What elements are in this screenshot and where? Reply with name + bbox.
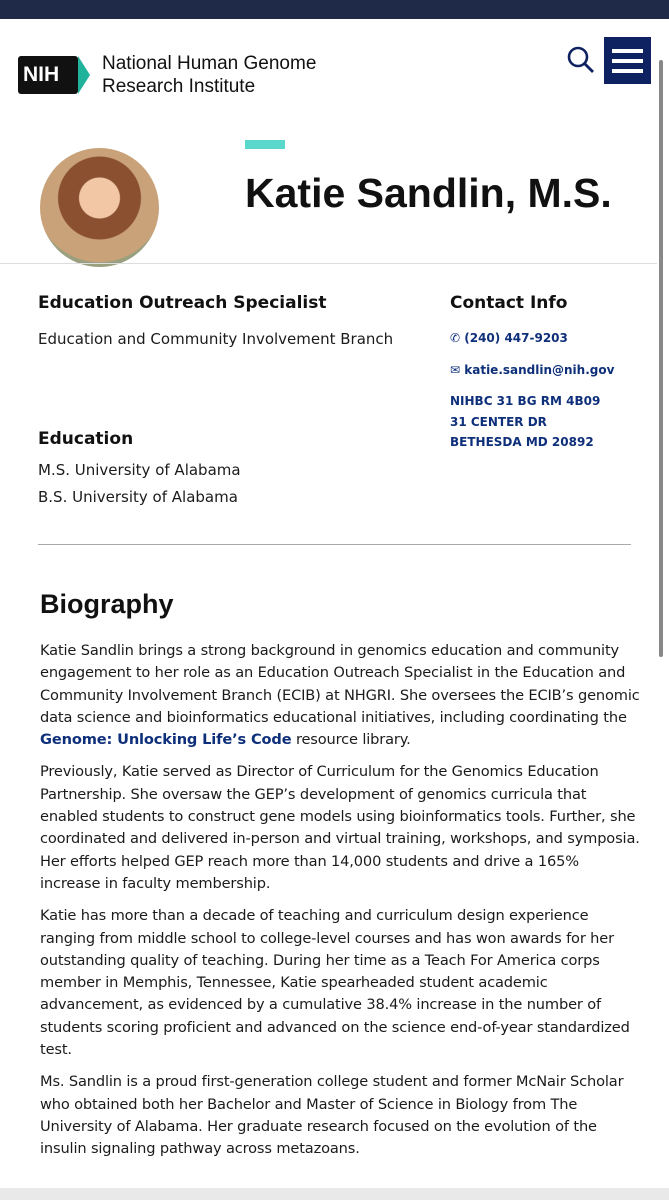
education-item: M.S. University of Alabama: [38, 461, 241, 479]
job-title: Education Outreach Specialist: [38, 293, 327, 313]
education-item: B.S. University of Alabama: [38, 488, 238, 506]
biography-section: [40, 589, 640, 1171]
education-heading: Education: [38, 429, 134, 449]
genome-resource-link[interactable]: Genome: Unlocking Life’s Code: [40, 731, 292, 749]
phone-link[interactable]: [450, 331, 650, 345]
address: [450, 391, 650, 453]
address-line: NIHBC 31 BG RM 4B09: [450, 394, 601, 408]
page-title: Katie Sandlin, M.S.: [245, 170, 612, 216]
top-bar: [0, 0, 669, 19]
divider: [0, 263, 657, 264]
branch-name: Education and Community Involvement Branch: [38, 330, 394, 348]
bio-paragraph: Katie has more than a decade of teaching and curriculum design experience ranging from middle school to college-level courses and has won awards for her outstanding quality of teaching. During her time as a Teach For America corps member in Memphis, Tennessee, Katie spearheaded student academic advancement, as evidenced by a cumulative 38.4% increase in the number of students scoring proficient and advanced on the science end-of-year standardized test.: [40, 907, 630, 1059]
avatar: [40, 148, 159, 267]
bio-text: Katie Sandlin brings a strong background in genomics education and community engagement to her role as an Education Outreach Specialist in the Education and Community Involvement Branch (ECIB) at NHGRI. She oversees the ECIB’s genomic data science and bioinformatics educational initiatives, including coordinating the: [40, 642, 640, 726]
address-line: 31 CENTER DR: [450, 414, 547, 429]
email-address: katie.sandlin@nih.gov: [464, 363, 615, 377]
email-link[interactable]: [450, 363, 650, 377]
org-name-line1: National Human Genome: [102, 53, 317, 74]
bio-paragraph: [40, 640, 640, 751]
divider: [38, 544, 631, 545]
contact-heading: Contact Info: [450, 293, 568, 313]
menu-button[interactable]: [604, 37, 651, 84]
biography-heading: Biography: [40, 589, 174, 619]
bio-paragraph: Previously, Katie served as Director of Curriculum for the Genomics Education Partnership. She oversaw the GEP’s development of genomics curricula that enabled students to construct gene models using bioinformatics tools. Further, she coordinated and delivered in-person and virtual training, workshops, and symposia. Her efforts helped GEP reach more than 14,000 students and drive a 165% increase in faculty membership.: [40, 763, 640, 892]
envelope-icon: ✉: [450, 363, 461, 377]
nih-logo[interactable]: [18, 52, 316, 98]
bio-paragraph: Ms. Sandlin is a proud first-generation college student and former McNair Scholar who obtained both her Bachelor and Master of Science in Biology from The University of Alabama. Her graduate research focused on the evolution of the insulin signaling pathway across metazoans.: [40, 1073, 624, 1158]
org-name-line2: Research Institute: [102, 76, 256, 97]
phone-icon: ✆: [450, 331, 461, 345]
bottom-bar: [0, 1188, 669, 1200]
phone-number: (240) 447-9203: [464, 331, 568, 345]
nih-logo-mark: NIH: [18, 56, 78, 94]
address-line: BETHESDA MD 20892: [450, 435, 594, 449]
accent-bar: [245, 140, 285, 149]
bio-text: resource library.: [291, 731, 411, 749]
search-icon[interactable]: [566, 45, 596, 79]
org-name: [102, 52, 316, 98]
scrollbar[interactable]: [659, 60, 663, 657]
